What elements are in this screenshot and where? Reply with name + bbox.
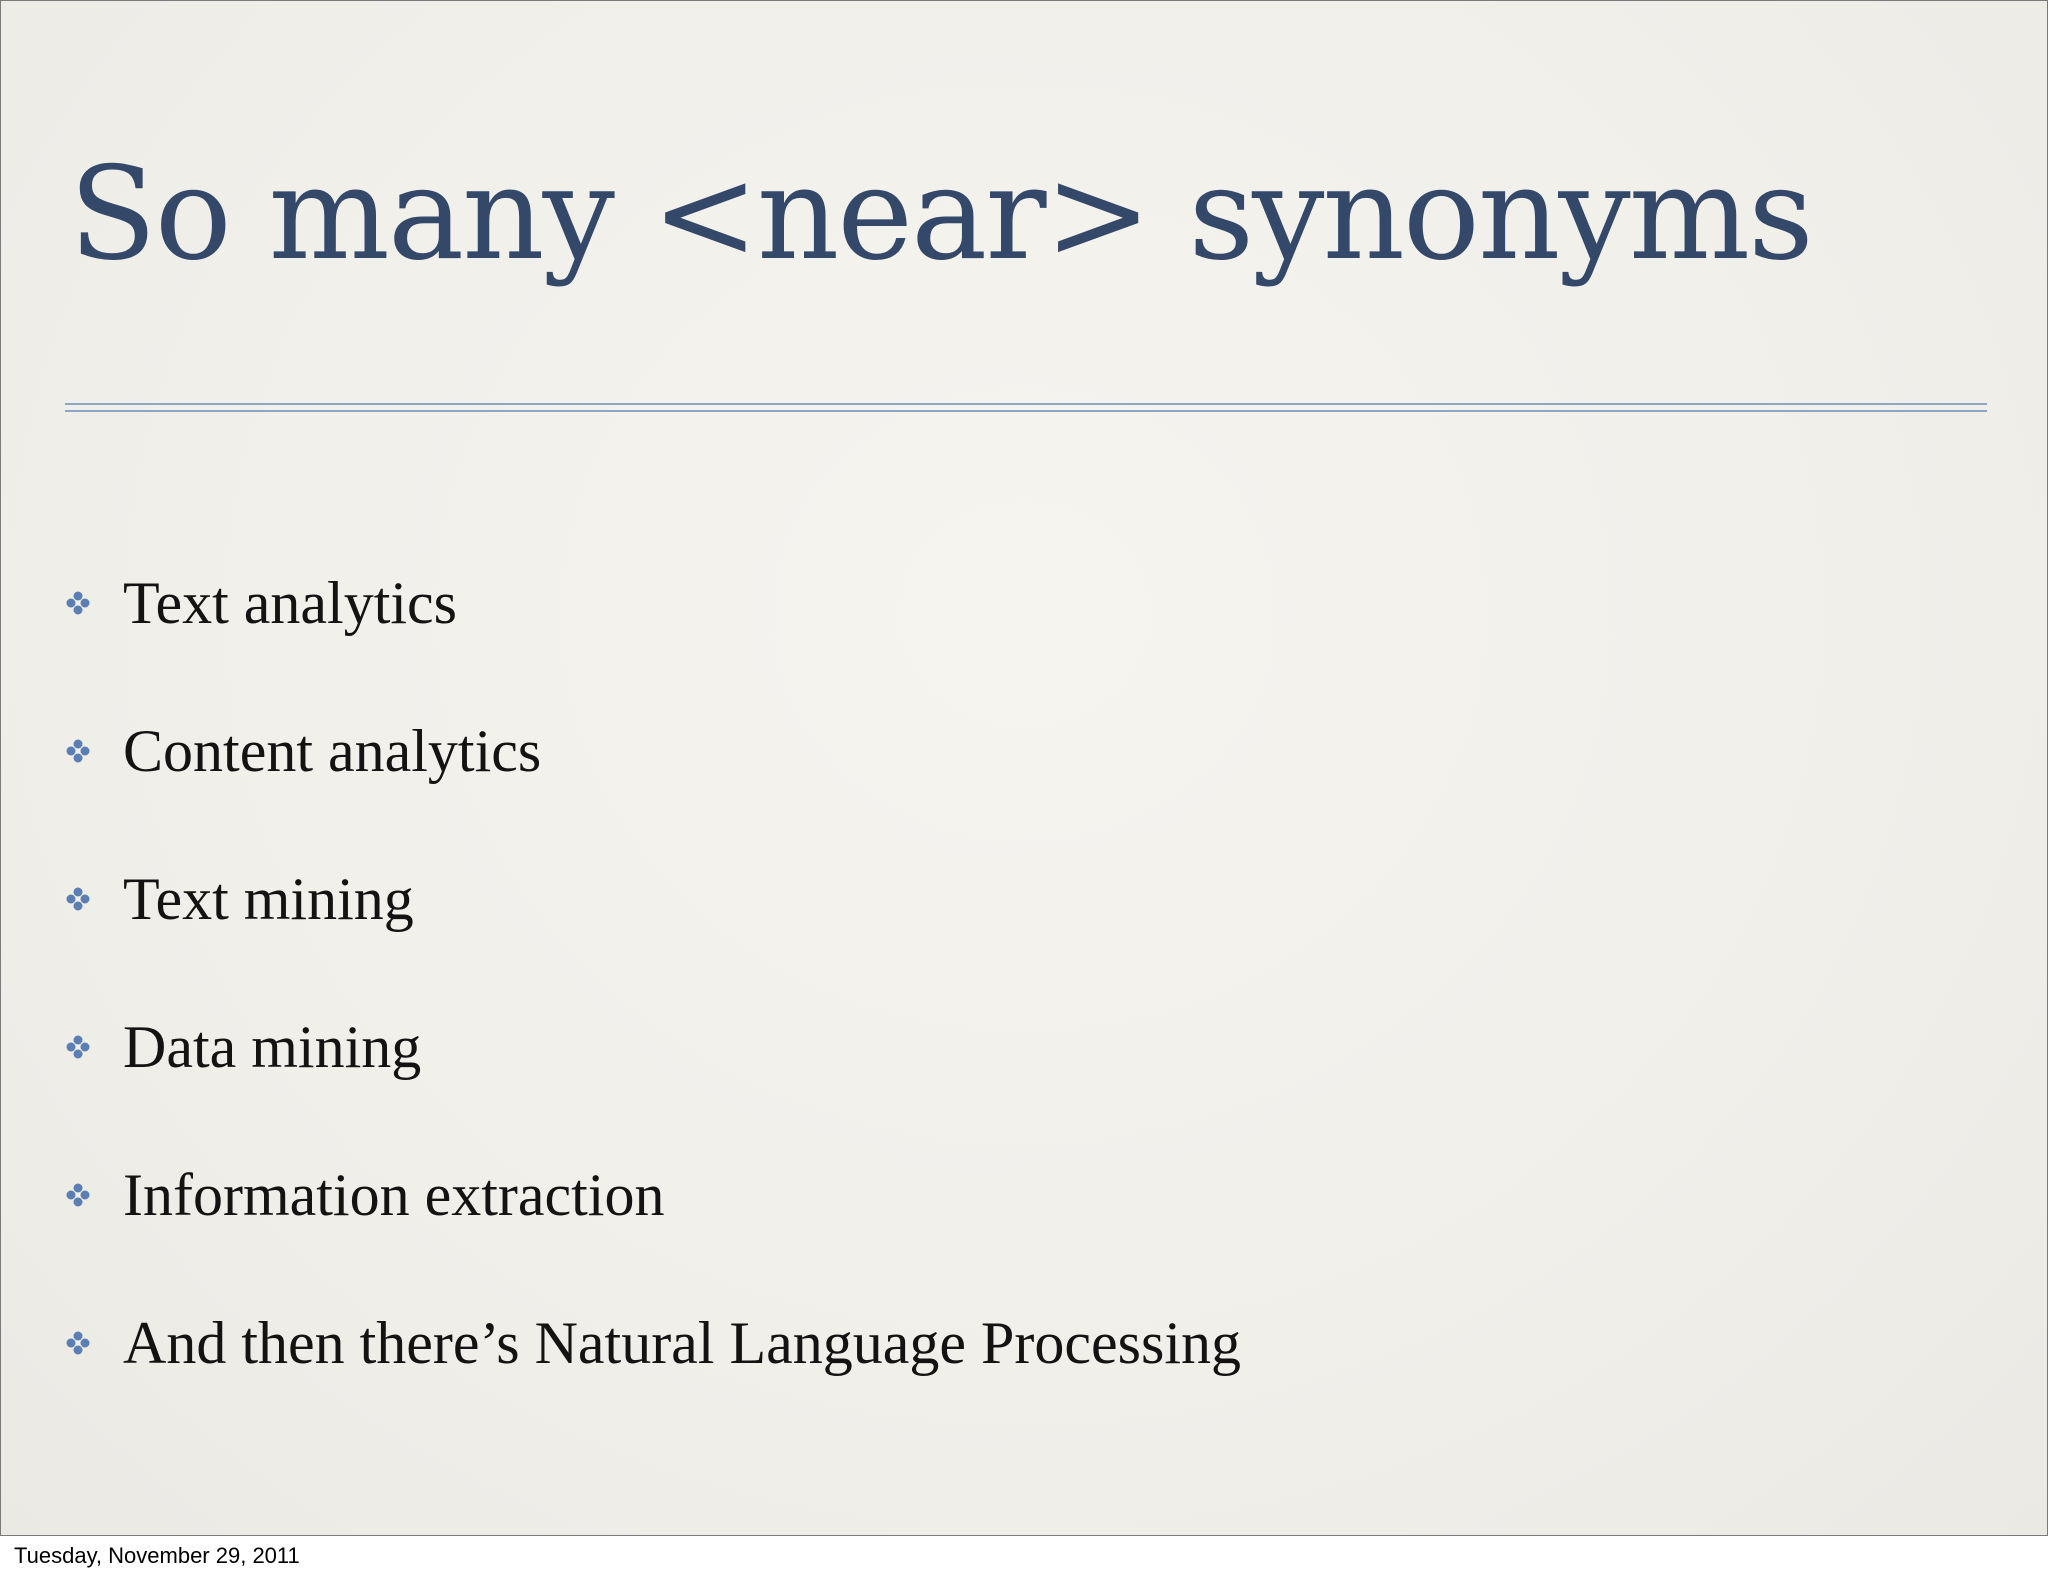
four-petal-flower-icon [65, 738, 91, 764]
four-petal-flower-icon [65, 1034, 91, 1060]
bullet-text: Data mining [123, 1014, 422, 1080]
bullet-text: Content analytics [123, 718, 542, 784]
four-petal-flower-icon [65, 1330, 91, 1356]
bullet-text: Text analytics [123, 570, 458, 636]
list-item [65, 1155, 664, 1235]
footer-date: Tuesday, November 29, 2011 [14, 1543, 300, 1568]
list-item [65, 711, 541, 791]
four-petal-flower-icon [65, 1182, 91, 1208]
bullet-text: Text mining [123, 866, 414, 932]
title-divider-top [65, 403, 1987, 405]
list-item [65, 859, 414, 939]
bullet-text: And then there’s Natural Language Processing [123, 1310, 1241, 1376]
list-item [65, 1007, 421, 1087]
slide-title: So many <near> synonyms [69, 140, 1812, 289]
four-petal-flower-icon [65, 590, 91, 616]
title-divider-bottom [65, 410, 1987, 412]
four-petal-flower-icon [65, 886, 91, 912]
list-item [65, 563, 457, 643]
list-item [65, 1303, 1241, 1383]
bullet-text: Information extraction [123, 1162, 665, 1228]
